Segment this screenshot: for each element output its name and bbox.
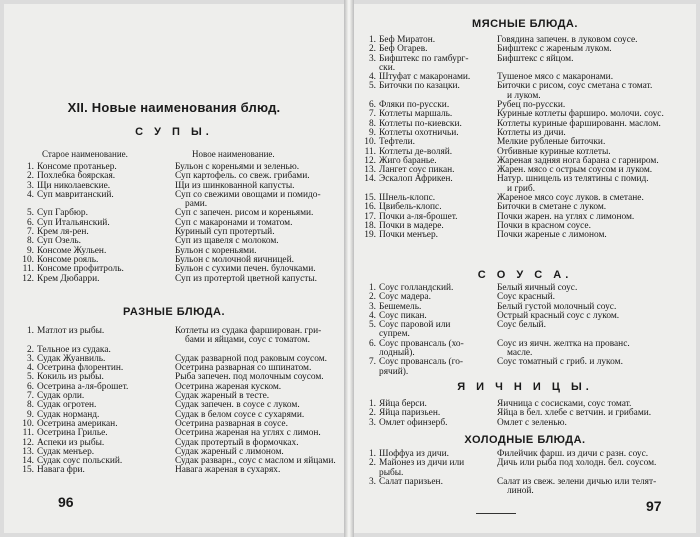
item-number: 6.: [368, 338, 376, 349]
item-old-name: рыбы.: [379, 467, 404, 478]
cold-title: ХОЛОДНЫЕ БЛЮДА.: [464, 434, 586, 446]
item-new-name: Острый красный соус с луком.: [497, 310, 620, 321]
item-old-name: супрем.: [379, 329, 410, 340]
item-new-name: масле.: [507, 348, 533, 359]
item-new-name: Яичница с сосисками, соус томат.: [497, 399, 632, 409]
item-old-name: Шнель-клопс.: [379, 193, 436, 204]
item-number: 2.: [368, 408, 376, 419]
item-old-name: Судак норманд.: [37, 409, 100, 420]
item-old-name: Щи николаевские.: [37, 180, 111, 191]
cold-list: [362, 450, 696, 496]
item-number: 2.: [368, 458, 376, 469]
item-number: 2.: [26, 171, 34, 182]
item-old-name: Почки в мадере.: [379, 220, 444, 231]
item-new-name: Салат из свеж. зелени дичью или телят-: [497, 476, 657, 487]
item-old-name: Эскалоп Африкен.: [379, 174, 453, 185]
item-number: 1.: [26, 162, 34, 172]
item-new-name: бами и яйцами, соус с томатом.: [185, 335, 310, 346]
item-number: 8.: [368, 118, 376, 129]
item-number: 19.: [364, 230, 376, 241]
item-new-name: Куриный суп протертый.: [175, 227, 275, 238]
item-number: 13.: [22, 446, 34, 457]
item-new-name: линой.: [507, 486, 534, 497]
item-number: 4.: [368, 310, 376, 321]
item-new-name: Котлеты из судака фарширован. гри-: [175, 326, 322, 336]
item-old-name: Биточки по казацки.: [379, 81, 460, 92]
item-new-name: Рыба запечен. под молочным соусом.: [175, 372, 324, 383]
item-old-name: Соус провансаль (хо-: [379, 338, 464, 349]
item-number: 15.: [22, 465, 34, 476]
item-new-name: Бульон с кореньями и зеленью.: [175, 162, 300, 172]
item-number: 1.: [26, 326, 34, 336]
page-number-left: 96: [58, 494, 74, 510]
list-item: [362, 340, 696, 359]
item-new-name: Навага жареная в сухарях.: [175, 465, 281, 476]
item-number: 12.: [22, 273, 34, 284]
item-number: 5.: [368, 320, 376, 331]
list-item: [362, 82, 696, 101]
item-old-name: Лангет соус пикан.: [379, 165, 455, 176]
item-new-name: Суп картофель. со свеж. грибами.: [175, 171, 310, 182]
item-number: 6.: [368, 100, 376, 111]
item-new-name: Бульон с сухими печен. булочками.: [175, 264, 316, 275]
item-old-name: Яйца паризьен.: [379, 408, 441, 419]
list-item: [20, 275, 344, 284]
item-old-name: Штуфат с макаронами.: [379, 72, 471, 83]
item-new-name: Суп со свежими овощами и помидо-: [175, 189, 321, 200]
eggs-list: [362, 400, 696, 428]
item-number: 4.: [368, 72, 376, 83]
item-new-name: Куриные котлеты фарширо. молочи. соус.: [497, 109, 664, 120]
item-number: 2.: [368, 292, 376, 303]
item-new-name: Дичь или рыба под холодн. бел. соусом.: [497, 458, 657, 469]
book-gutter: [344, 0, 354, 537]
list-item: [20, 327, 344, 346]
item-new-name: Тушеное мясо с макаронами.: [497, 72, 614, 83]
item-old-name: Яйца берси.: [379, 399, 427, 409]
meat-list: [362, 36, 696, 241]
item-number: 1.: [368, 449, 376, 459]
item-new-name: Жареная задняя нога барана с гарниром.: [497, 155, 659, 166]
item-old-name: Суп Гарбюр.: [37, 208, 88, 219]
item-new-name: Почки жареные с лимоном.: [497, 230, 607, 241]
item-new-name: Бульон с кореньями.: [175, 245, 257, 256]
item-old-name: Соус мадера.: [379, 292, 431, 303]
item-number: 3.: [368, 417, 376, 428]
item-old-name: Консоме профитроль.: [37, 264, 124, 275]
item-new-name: Почки в красном соусе.: [497, 220, 591, 231]
item-new-name: и гриб.: [507, 183, 536, 194]
item-number: 9.: [26, 245, 34, 256]
item-old-name: Судак орли.: [37, 391, 85, 402]
item-old-name: Беф Миратон.: [379, 35, 436, 45]
item-old-name: Тефтели.: [379, 137, 416, 148]
item-old-name: Соус пикан.: [379, 310, 427, 321]
item-number: 2.: [368, 44, 376, 55]
item-old-name: Омлет офинзерб.: [379, 417, 448, 428]
item-old-name: Похлебка боярская.: [37, 171, 116, 182]
item-old-name: Почки менъер.: [379, 230, 438, 241]
item-new-name: Котлеты из дичи.: [497, 127, 566, 138]
item-old-name: Навага фри.: [37, 465, 85, 476]
item-old-name: Суп Озель.: [37, 236, 81, 247]
item-old-name: Котлеты маршаль.: [379, 109, 453, 120]
item-old-name: Судак огротен.: [37, 400, 97, 411]
item-old-name: Судак Жуанвиль.: [37, 353, 106, 364]
item-old-name: Консоме Жульен.: [37, 245, 107, 256]
item-old-name: Котлеты охотничьи.: [379, 127, 459, 138]
item-new-name: Щи из шинкованной капусты.: [175, 180, 295, 191]
item-new-name: Белый густой молочный соус.: [497, 301, 617, 312]
item-old-name: Осетрина Грилье.: [37, 428, 108, 439]
list-item: [362, 55, 696, 74]
item-new-name: Говядина запечен. в луковом соусе.: [497, 35, 638, 45]
item-new-name: Судак протертый в формочках.: [175, 437, 299, 448]
item-new-name: Судак жареный в тесте.: [175, 391, 270, 402]
item-number: 8.: [26, 236, 34, 247]
item-new-name: Соус белый.: [497, 320, 546, 331]
item-number: 14.: [364, 174, 376, 185]
item-old-name: Матлот из рыбы.: [37, 326, 105, 336]
item-old-name: ски.: [379, 62, 396, 73]
item-old-name: Крем ля-рен.: [37, 227, 89, 238]
item-old-name: Бешемель.: [379, 301, 422, 312]
item-new-name: Суп из протертой цветной капусты.: [175, 273, 318, 284]
item-old-name: Соус голландский.: [379, 283, 454, 293]
item-old-name: Суп мавританский.: [37, 189, 114, 200]
item-number: 9.: [368, 127, 376, 138]
item-new-name: Почки жарен. на углях с лимоном.: [497, 211, 635, 222]
item-new-name: и луком.: [507, 90, 541, 101]
item-number: 6.: [26, 381, 34, 392]
soups-col-new: Новое наименование.: [192, 149, 275, 159]
item-number: 5.: [26, 372, 34, 383]
item-old-name: Шоффуа из дичи.: [379, 449, 450, 459]
item-old-name: Котлеты по-киевски.: [379, 118, 462, 129]
list-item: [362, 358, 696, 377]
item-number: 3.: [368, 53, 376, 64]
item-old-name: Судак менъер.: [37, 446, 95, 457]
item-new-name: Осетрина разварная со шпинатом.: [175, 363, 312, 374]
item-new-name: Биточки с рисом, соус сметана с томат.: [497, 81, 653, 92]
item-number: 11.: [364, 146, 376, 157]
item-new-name: Бифштекс с жареным луком.: [497, 44, 612, 55]
item-new-name: Отбивные куриные котлеты.: [497, 146, 611, 157]
end-rule: [476, 513, 516, 514]
various-title: РАЗНЫЕ БЛЮДА.: [122, 306, 226, 318]
various-list: [20, 327, 344, 476]
item-number: 5.: [26, 208, 34, 219]
page-number-right: 97: [646, 498, 662, 514]
item-old-name: Кокиль из рыбы.: [37, 372, 104, 383]
item-number: 8.: [26, 400, 34, 411]
chapter-title: XII. Новые наименования блюд.: [67, 100, 281, 115]
item-number: 11.: [22, 264, 34, 275]
list-item: [362, 231, 696, 240]
item-new-name: Соус томатный с гриб. и луком.: [497, 357, 623, 368]
item-new-name: Судак в белом соусе с сухарями.: [175, 409, 305, 420]
item-new-name: Судак разварн., соус с маслом и яйцами.: [175, 456, 336, 467]
item-old-name: Салат паризьен.: [379, 476, 443, 487]
item-old-name: Соус провансаль (го-: [379, 357, 464, 368]
item-old-name: Суп Итальянский.: [37, 217, 110, 228]
item-old-name: Крем Дюбарри.: [37, 273, 100, 284]
item-number: 4.: [26, 189, 34, 200]
item-old-name: Судак соус польский.: [37, 456, 123, 467]
item-number: 3.: [26, 180, 34, 191]
item-number: 6.: [26, 217, 34, 228]
item-old-name: Аспеки из рыбы.: [37, 437, 105, 448]
soups-list: [20, 163, 344, 284]
item-old-name: Соус паровой или: [379, 320, 451, 331]
soups-col-old: Старое наименование.: [42, 149, 128, 159]
item-old-name: Осетрина американ.: [37, 418, 118, 429]
item-number: 12.: [22, 437, 34, 448]
item-old-name: Осетрина флорентин.: [37, 363, 124, 374]
item-number: 18.: [364, 220, 376, 231]
item-new-name: Натур. шницель из телятины с помид.: [497, 174, 649, 185]
item-number: 1.: [368, 35, 376, 45]
item-new-name: Бульон с молочной яичницей.: [175, 254, 294, 265]
item-new-name: Осетрина жареная куском.: [175, 381, 282, 392]
item-new-name: Яйца в бел. хлебе с ветчин. и грибами.: [497, 408, 652, 419]
item-old-name: Фляки по-русски.: [379, 100, 450, 111]
item-new-name: Осетрина разварная в соусе.: [175, 418, 288, 429]
item-old-name: рячий).: [379, 366, 409, 377]
item-old-name: Жиго бараньe.: [379, 155, 437, 166]
list-item: [20, 191, 344, 210]
item-number: 1.: [368, 283, 376, 293]
item-old-name: Консоме рояль.: [37, 254, 99, 265]
item-new-name: Соус из яичн. желтка на прованс.: [497, 338, 630, 349]
item-number: 1.: [368, 399, 376, 409]
meat-title: МЯСНЫЕ БЛЮДА.: [472, 18, 578, 30]
sauces-list: [362, 284, 696, 377]
item-old-name: Консоме протаньер.: [37, 162, 117, 172]
item-number: 11.: [22, 428, 34, 439]
list-item: [362, 459, 696, 478]
eggs-title: Я И Ч Н И Ц Ы.: [457, 381, 593, 393]
item-old-name: Осетрина а-ля-брошет.: [37, 381, 129, 392]
item-number: 12.: [364, 155, 376, 166]
list-item: [20, 466, 344, 475]
item-new-name: Судак жареный с лимоном.: [175, 446, 284, 457]
item-number: 10.: [364, 137, 376, 148]
item-number: 7.: [26, 391, 34, 402]
item-number: 3.: [368, 476, 376, 487]
item-number: 10.: [22, 418, 34, 429]
item-old-name: Беф Огарев.: [379, 44, 428, 55]
item-new-name: Котлеты куриные фаршированн. маслом.: [497, 118, 661, 129]
list-item: [362, 419, 696, 428]
item-new-name: Суп с макаронами и томатом.: [175, 217, 293, 228]
item-number: 10.: [22, 254, 34, 265]
item-number: 5.: [368, 81, 376, 92]
right-page: [354, 4, 696, 533]
item-new-name: Омлет с зеленью.: [497, 417, 567, 428]
item-number: 17.: [364, 211, 376, 222]
soups-title: С У П Ы.: [135, 126, 213, 138]
item-new-name: Суп с запечен. рисом и кореньями.: [175, 208, 314, 219]
item-new-name: Судак запечен. в соусе с луком.: [175, 400, 300, 411]
item-number: 7.: [368, 109, 376, 120]
item-number: 2.: [26, 344, 34, 355]
item-old-name: Тельное из судака.: [37, 344, 111, 355]
item-new-name: Филейчик фарш. из дичи с разн. соус.: [497, 449, 649, 459]
item-old-name: Почки а-ля-брошет.: [379, 211, 458, 222]
item-number: 4.: [26, 363, 34, 374]
item-new-name: Жареное мясо соус луков. в сметане.: [497, 193, 644, 204]
list-item: [362, 321, 696, 340]
item-number: 3.: [26, 353, 34, 364]
item-new-name: Соус красный.: [497, 292, 556, 303]
item-number: 9.: [26, 409, 34, 420]
sauces-title: С О У С А.: [477, 269, 573, 281]
item-old-name: Цвибель-клопс.: [379, 202, 442, 213]
left-page: [4, 4, 344, 533]
item-number: 3.: [368, 301, 376, 312]
item-number: 13.: [364, 165, 376, 176]
item-new-name: Суп из щавеля с молоком.: [175, 236, 279, 247]
item-new-name: Биточки в сметане с луком.: [497, 202, 607, 213]
item-number: 15.: [364, 193, 376, 204]
item-number: 16.: [364, 202, 376, 213]
item-new-name: Жарен. мясо с острым соусом и луком.: [497, 165, 653, 176]
item-old-name: Бифштекс по гамбург-: [379, 53, 469, 64]
item-new-name: рами.: [185, 199, 208, 210]
item-new-name: Бифштекс с яйцом.: [497, 53, 574, 64]
item-old-name: Майонез из дичи или: [379, 458, 465, 469]
item-old-name: лодный).: [379, 348, 415, 359]
item-new-name: Осетрина жареная на углях с лимон.: [175, 428, 321, 439]
item-number: 7.: [368, 357, 376, 368]
list-item: [362, 175, 696, 194]
item-new-name: Рубец по-русски.: [497, 100, 566, 111]
item-new-name: Мелкие рубленые биточки.: [497, 137, 606, 148]
item-number: 7.: [26, 227, 34, 238]
list-item: [362, 478, 696, 497]
item-number: 14.: [22, 456, 34, 467]
item-old-name: Котлеты де-воляй.: [379, 146, 453, 157]
item-new-name: Белый яичный соус.: [497, 283, 578, 293]
item-new-name: Судак разварной под раковым соусом.: [175, 353, 328, 364]
